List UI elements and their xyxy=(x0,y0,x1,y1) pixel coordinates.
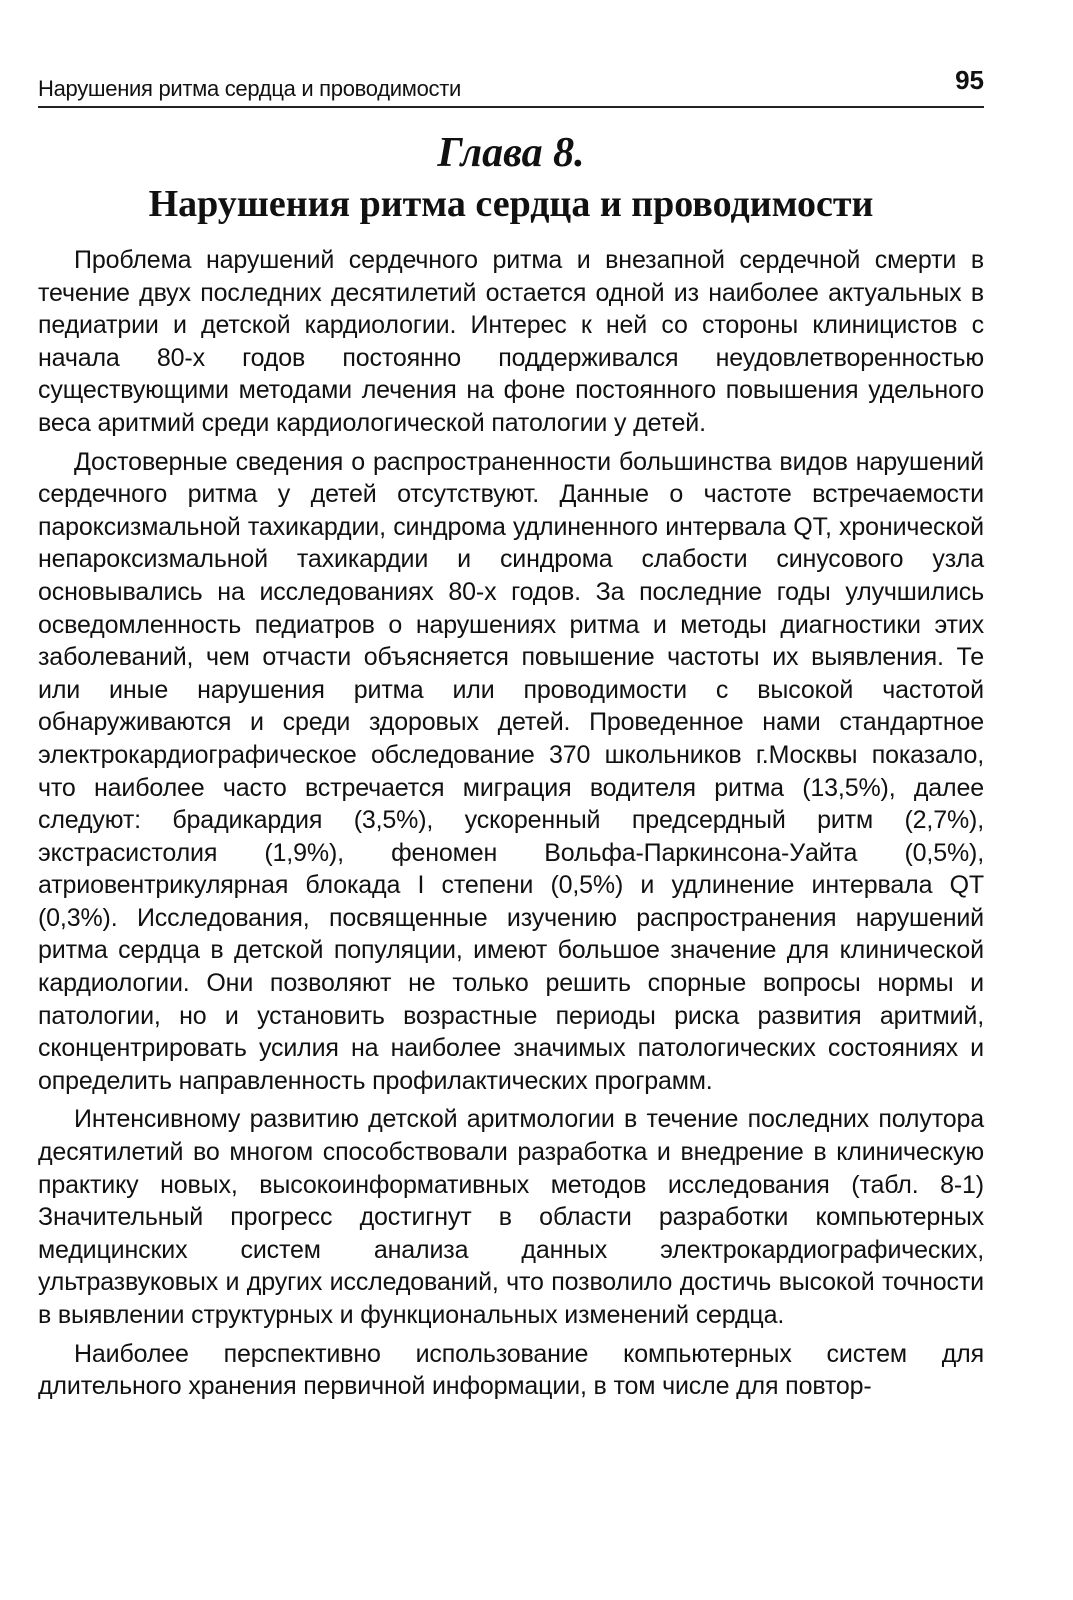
running-header xyxy=(38,62,984,108)
chapter-label: Глава 8. xyxy=(437,130,585,176)
chapter-title: Нарушения ритма сердца и проводимости xyxy=(148,183,874,225)
page-number: 95 xyxy=(955,65,984,95)
book-page xyxy=(38,62,984,1409)
body-paragraph: Интенсивному развитию детской аритмологии в течение последних полутора десятилетий во многом способствовали разработка и внедрение в клиническую практику новых, высокоинформативных методов исследования (табл. 8-1) Значительный прогресс достигнут в области разработки компьютерных медицинских систем анализа данных электрокардиографических, ультразвуковых и других исследований, что позволило достичь высокой точности в выявлении структурных и функциональных изменений сердца. xyxy=(38,1105,984,1329)
body-paragraph: Достоверные сведения о распространенности большинства видов нарушений сердечного ритма у детей отсутствуют. Данные о частоте встречаемости пароксизмальной тахикардии, синдрома удлиненного интервала QT, хронической непароксизмальной тахикардии и синдрома слабости синусового узла основывались на исследованиях 80-х годов. За последние годы улучшились осведомленность педиатров о нарушениях ритма и методы диагностики этих заболеваний, чем отчасти объясняется повышение частоты их выявления. Те или иные нарушения ритма или проводимости с высокой частотой обнаруживаются и среди здоровых детей. Проведенное нами стандартное электрокардиографическое обследование 370 школьников г.Москвы показало, что наиболее часто встречается миграция водителя ритма (13,5%), далее следуют: брадикардия (3,5%), ускоренный предсердный ритм (2,7%), экстрасистолия (1,9%), феномен Вольфа-Паркинсона-Уайта (0,5%), атриовентрикулярная блокада I степени (0,5%) и удлинение интервала QT (0,3%). Исследования, посвященные изучению распространения нарушений ритма сердца в детской популяции, имеют большое значение для клинической кардиологии. Они позволяют не только решить спорные вопросы нормы и патологии, но и установить возрастные периоды риска развития аритмий, сконцентрировать усилия на наиболее значимых патологических состояниях и определить направленность профилактических программ. xyxy=(38,447,984,1095)
body-paragraph: Проблема нарушений сердечного ритма и внезапной сердечной смерти в течение двух последних десятилетий остается одной из наиболее актуальных в педиатрии и детской кардиологии. Интерес к ней со стороны клиницистов с начала 80-х годов постоянно поддерживался неудовлетворенностью существующими методами лечения на фоне постоянного повышения удельного веса аритмий среди кардиологической патологии у детей. xyxy=(38,246,984,437)
body-paragraph: Наиболее перспективно использование компьютерных систем для длительного хранения первичной информации, в том числе для повтор- xyxy=(38,1339,984,1401)
running-title: Нарушения ритма сердца и проводимости xyxy=(38,76,462,101)
